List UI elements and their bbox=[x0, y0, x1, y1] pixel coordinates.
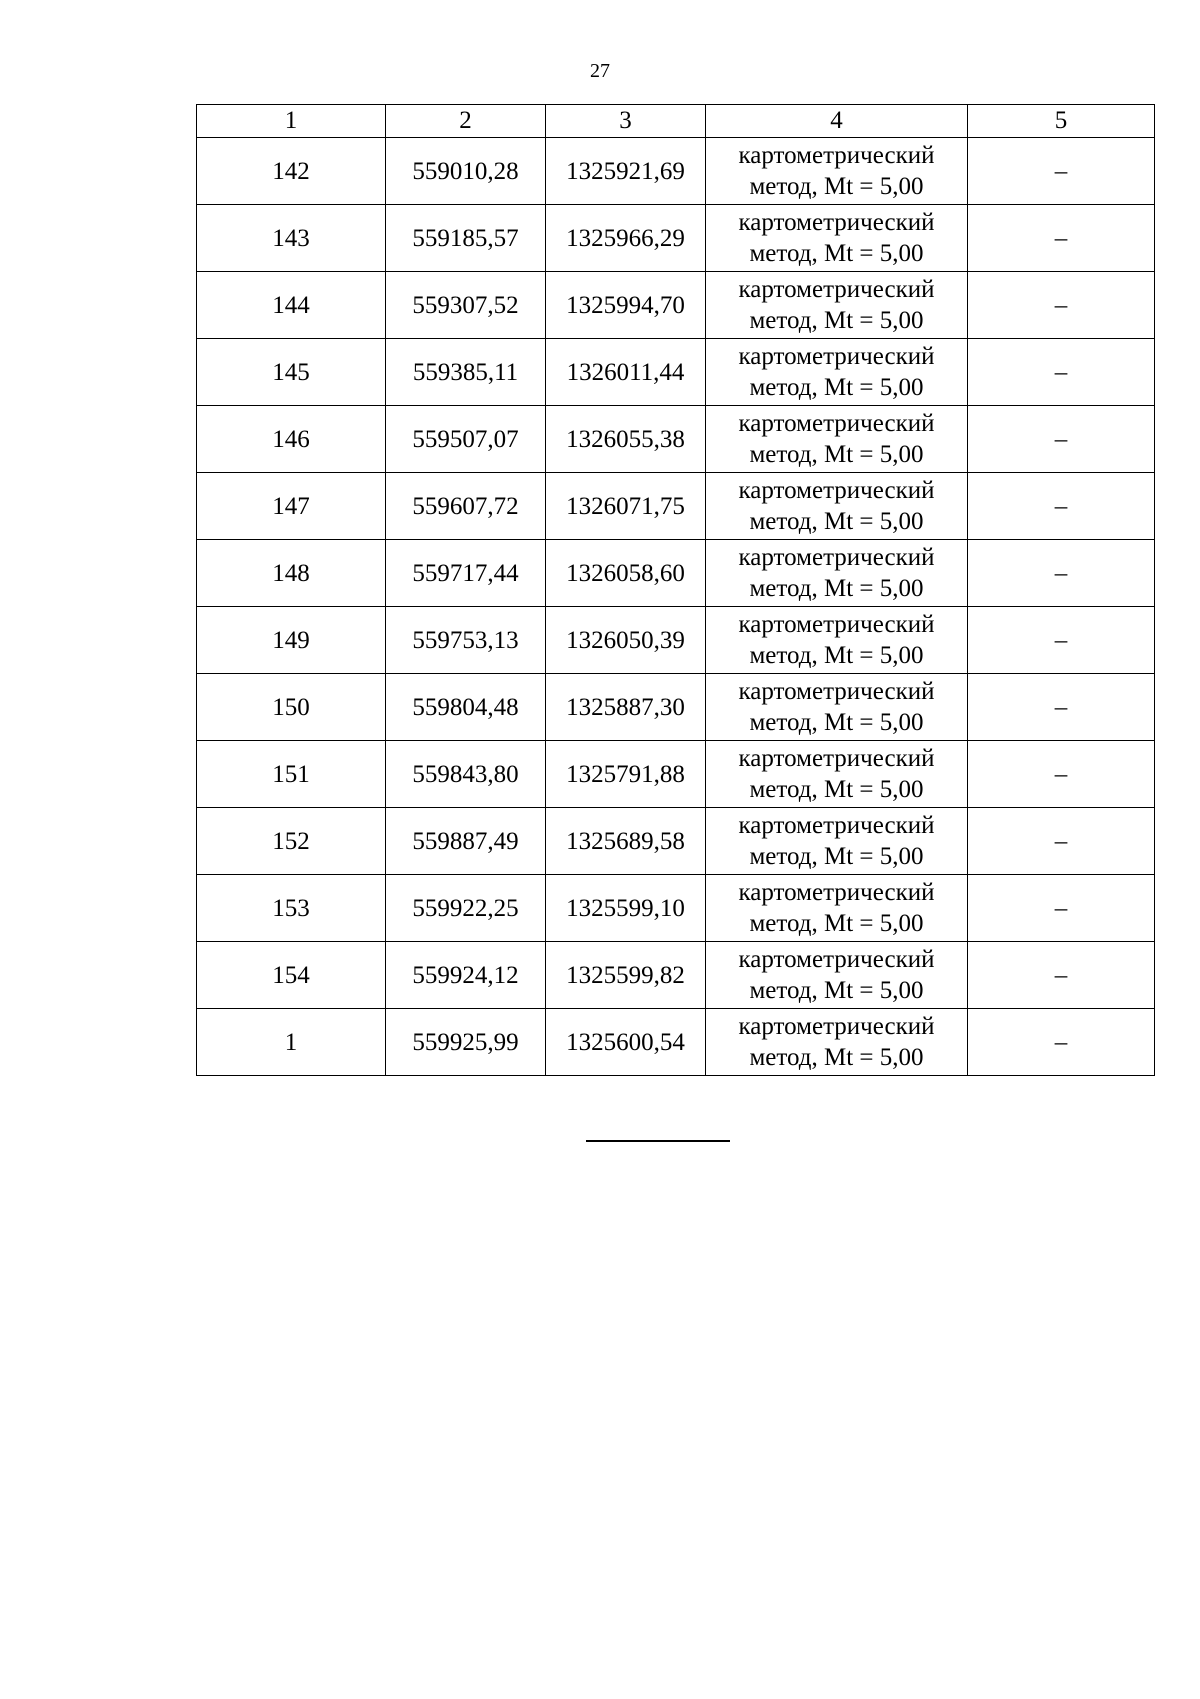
method-cell bbox=[706, 875, 968, 942]
method-line-1: картометрический bbox=[738, 477, 935, 504]
method-cell bbox=[706, 473, 968, 540]
x-coordinate-cell: 559924,12 bbox=[386, 942, 546, 1009]
note-cell: – bbox=[968, 942, 1155, 1009]
y-coordinate-cell: 1326055,38 bbox=[546, 406, 706, 473]
note-cell: – bbox=[968, 339, 1155, 406]
method-line-1: картометрический bbox=[738, 410, 935, 437]
y-coordinate-cell: 1325600,54 bbox=[546, 1009, 706, 1076]
method-line-1: картометрический bbox=[738, 745, 935, 772]
method-line-1: картометрический bbox=[738, 879, 935, 906]
table-row bbox=[197, 1009, 1155, 1076]
method-cell bbox=[706, 272, 968, 339]
method-line-2: метод, Mt = 5,00 bbox=[749, 508, 924, 535]
page-number: 27 bbox=[590, 60, 610, 82]
method-line-1: картометрический bbox=[738, 343, 935, 370]
method-line-2: метод, Mt = 5,00 bbox=[749, 709, 924, 736]
table-row bbox=[197, 406, 1155, 473]
x-coordinate-cell: 559307,52 bbox=[386, 272, 546, 339]
y-coordinate-cell: 1325599,10 bbox=[546, 875, 706, 942]
point-number-cell: 1 bbox=[197, 1009, 386, 1076]
x-coordinate-cell: 559887,49 bbox=[386, 808, 546, 875]
method-cell bbox=[706, 406, 968, 473]
point-number-cell: 142 bbox=[197, 138, 386, 205]
column-header-3: 3 bbox=[546, 105, 706, 138]
table-row bbox=[197, 138, 1155, 205]
note-cell: – bbox=[968, 473, 1155, 540]
method-line-1: картометрический bbox=[738, 1013, 935, 1040]
point-number-cell: 150 bbox=[197, 674, 386, 741]
method-line-2: метод, Mt = 5,00 bbox=[749, 776, 924, 803]
method-line-1: картометрический bbox=[738, 276, 935, 303]
method-cell bbox=[706, 674, 968, 741]
method-line-2: метод, Mt = 5,00 bbox=[749, 843, 924, 870]
y-coordinate-cell: 1325689,58 bbox=[546, 808, 706, 875]
table-row bbox=[197, 875, 1155, 942]
x-coordinate-cell: 559843,80 bbox=[386, 741, 546, 808]
point-number-cell: 153 bbox=[197, 875, 386, 942]
point-number-cell: 147 bbox=[197, 473, 386, 540]
table-row bbox=[197, 272, 1155, 339]
method-line-1: картометрический bbox=[738, 946, 935, 973]
y-coordinate-cell: 1326071,75 bbox=[546, 473, 706, 540]
y-coordinate-cell: 1326058,60 bbox=[546, 540, 706, 607]
table-header-row bbox=[197, 105, 1155, 138]
note-cell: – bbox=[968, 272, 1155, 339]
table-row bbox=[197, 942, 1155, 1009]
coordinates-table bbox=[196, 104, 1155, 1076]
point-number-cell: 152 bbox=[197, 808, 386, 875]
method-line-1: картометрический bbox=[738, 209, 935, 236]
method-cell bbox=[706, 339, 968, 406]
method-line-2: метод, Mt = 5,00 bbox=[749, 910, 924, 937]
point-number-cell: 143 bbox=[197, 205, 386, 272]
x-coordinate-cell: 559717,44 bbox=[386, 540, 546, 607]
column-header-5: 5 bbox=[968, 105, 1155, 138]
point-number-cell: 149 bbox=[197, 607, 386, 674]
column-header-4: 4 bbox=[706, 105, 968, 138]
point-number-cell: 151 bbox=[197, 741, 386, 808]
x-coordinate-cell: 559607,72 bbox=[386, 473, 546, 540]
x-coordinate-cell: 559925,99 bbox=[386, 1009, 546, 1076]
method-cell bbox=[706, 808, 968, 875]
note-cell: – bbox=[968, 540, 1155, 607]
method-line-2: метод, Mt = 5,00 bbox=[749, 1044, 924, 1071]
table-row bbox=[197, 674, 1155, 741]
method-cell bbox=[706, 1009, 968, 1076]
y-coordinate-cell: 1325921,69 bbox=[546, 138, 706, 205]
note-cell: – bbox=[968, 205, 1155, 272]
x-coordinate-cell: 559010,28 bbox=[386, 138, 546, 205]
table-row bbox=[197, 205, 1155, 272]
method-cell bbox=[706, 741, 968, 808]
table-row bbox=[197, 741, 1155, 808]
note-cell: – bbox=[968, 674, 1155, 741]
point-number-cell: 146 bbox=[197, 406, 386, 473]
method-line-2: метод, Mt = 5,00 bbox=[749, 374, 924, 401]
method-line-1: картометрический bbox=[738, 544, 935, 571]
method-cell bbox=[706, 607, 968, 674]
note-cell: – bbox=[968, 741, 1155, 808]
table-row bbox=[197, 607, 1155, 674]
table-row bbox=[197, 339, 1155, 406]
y-coordinate-cell: 1326050,39 bbox=[546, 607, 706, 674]
note-cell: – bbox=[968, 138, 1155, 205]
y-coordinate-cell: 1326011,44 bbox=[546, 339, 706, 406]
table-body bbox=[197, 138, 1155, 1076]
method-line-2: метод, Mt = 5,00 bbox=[749, 307, 924, 334]
x-coordinate-cell: 559507,07 bbox=[386, 406, 546, 473]
y-coordinate-cell: 1325966,29 bbox=[546, 205, 706, 272]
y-coordinate-cell: 1325791,88 bbox=[546, 741, 706, 808]
note-cell: – bbox=[968, 875, 1155, 942]
point-number-cell: 154 bbox=[197, 942, 386, 1009]
y-coordinate-cell: 1325887,30 bbox=[546, 674, 706, 741]
x-coordinate-cell: 559804,48 bbox=[386, 674, 546, 741]
method-line-1: картометрический bbox=[738, 812, 935, 839]
x-coordinate-cell: 559385,11 bbox=[386, 339, 546, 406]
method-line-2: метод, Mt = 5,00 bbox=[749, 642, 924, 669]
method-cell bbox=[706, 540, 968, 607]
method-line-2: метод, Mt = 5,00 bbox=[749, 173, 924, 200]
table-row bbox=[197, 540, 1155, 607]
method-line-2: метод, Mt = 5,00 bbox=[749, 977, 924, 1004]
method-line-2: метод, Mt = 5,00 bbox=[749, 575, 924, 602]
y-coordinate-cell: 1325994,70 bbox=[546, 272, 706, 339]
note-cell: – bbox=[968, 808, 1155, 875]
method-cell bbox=[706, 205, 968, 272]
table-row bbox=[197, 473, 1155, 540]
method-cell bbox=[706, 138, 968, 205]
column-header-2: 2 bbox=[386, 105, 546, 138]
x-coordinate-cell: 559922,25 bbox=[386, 875, 546, 942]
method-line-2: метод, Mt = 5,00 bbox=[749, 441, 924, 468]
method-line-1: картометрический bbox=[738, 611, 935, 638]
note-cell: – bbox=[968, 1009, 1155, 1076]
column-header-1: 1 bbox=[197, 105, 386, 138]
note-cell: – bbox=[968, 607, 1155, 674]
point-number-cell: 144 bbox=[197, 272, 386, 339]
point-number-cell: 145 bbox=[197, 339, 386, 406]
method-line-1: картометрический bbox=[738, 678, 935, 705]
end-rule bbox=[586, 1140, 730, 1142]
method-line-1: картометрический bbox=[738, 142, 935, 169]
note-cell: – bbox=[968, 406, 1155, 473]
x-coordinate-cell: 559185,57 bbox=[386, 205, 546, 272]
method-cell bbox=[706, 942, 968, 1009]
x-coordinate-cell: 559753,13 bbox=[386, 607, 546, 674]
y-coordinate-cell: 1325599,82 bbox=[546, 942, 706, 1009]
method-line-2: метод, Mt = 5,00 bbox=[749, 240, 924, 267]
point-number-cell: 148 bbox=[197, 540, 386, 607]
table-row bbox=[197, 808, 1155, 875]
